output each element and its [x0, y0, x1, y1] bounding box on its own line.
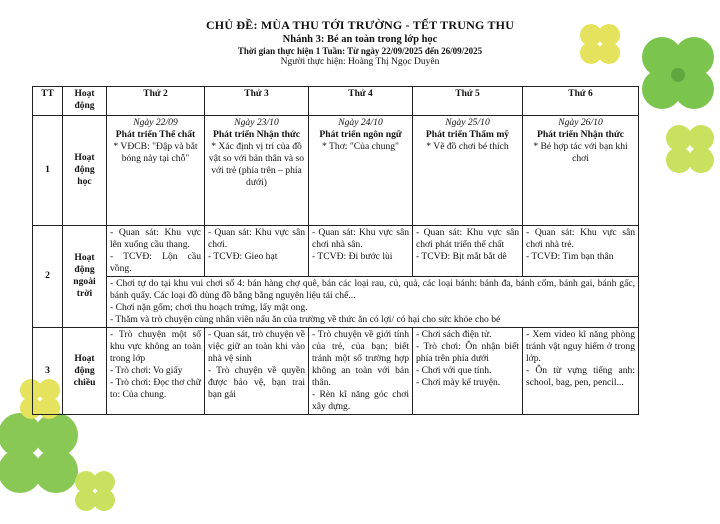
cell-line: - Trò chơi: Ôn nhận biết phía trên phía dưới: [416, 340, 519, 364]
cell-line: - Quan sát: Khu vực sân chơi nhà sân.: [312, 226, 409, 250]
afternoon-cell: [413, 327, 523, 414]
table-header-row: [33, 87, 639, 116]
lesson-text: * Vẽ đồ chơi bé thích: [426, 140, 509, 152]
lesson-area: Phát triển Thể chất: [115, 128, 196, 140]
cell-line: - Thăm và trò chuyện cùng nhân viên nấu ăn của trường về thức ăn có lợi/ có hại cho sức khỏe cho bé: [110, 313, 501, 325]
col-day-header: Thứ 6: [523, 87, 639, 116]
outdoor-cell: [107, 225, 205, 276]
col-day-header: Thứ 3: [205, 87, 309, 116]
lesson-date: Ngày 22/09: [133, 116, 178, 128]
table-row: [33, 327, 639, 414]
row-number: 2: [33, 225, 63, 327]
lesson-cell: [107, 115, 205, 225]
theme-title: CHỦ ĐỀ: MÙA THU TỚI TRƯỜNG - TẾT TRUNG THU: [205, 18, 515, 32]
cell-line: - TCVĐ: Đi bước lùi: [312, 250, 393, 262]
time-period: Thời gian thực hiện 1 Tuần: Từ ngày 22/09/2025 đến 26/09/2025: [237, 46, 483, 57]
afternoon-cell: [523, 327, 639, 414]
cell-line: - Quan sát: Khu vực lên xuống cầu thang.: [110, 226, 201, 250]
cell-line: - Quan sát: Khu vực sân chơi nhà trẻ.: [526, 226, 635, 250]
table-row: [33, 115, 639, 225]
activity-label: Hoạt động chiều: [63, 327, 107, 414]
lesson-text: * VĐCB: "Đập và bắt bóng nảy tại chỗ": [113, 140, 198, 164]
lesson-cell: [309, 115, 413, 225]
cell-line: - Quan sát: Khu vực sân chơi phát triển thể chất: [416, 226, 519, 250]
lesson-date: Ngày 26/10: [558, 116, 603, 128]
col-activity-header: Hoạt động: [63, 87, 107, 116]
cell-line: - Trò chuyện về giới tính của trẻ, của bạn; biết tránh một số trường hợp không an toàn với bản thân.: [312, 328, 409, 388]
cell-line: - Trò chuyện một số khu vực không an toàn trong lớp: [110, 328, 201, 364]
outdoor-cell: [205, 225, 309, 276]
activity-label: Hoạt động học: [63, 115, 107, 225]
col-day-header: Thứ 2: [107, 87, 205, 116]
cell-line: - TCVĐ: Tìm bạn thân: [526, 250, 614, 262]
cell-line: - Chơi nặn gốm; chơi thu hoạch trứng, lấy mật ong.: [110, 301, 308, 313]
cell-line: - TCVĐ: Lộn cầu vồng.: [110, 250, 201, 274]
outdoor-cell: [523, 225, 639, 276]
cell-line: - Quan sát, trò chuyện về việc giữ an toàn khi vào nhà vệ sinh: [208, 328, 305, 364]
cell-line: - Chơi với que tính.: [416, 364, 492, 376]
cell-line: - Trò chuyện về quyền được bảo vệ, bạn trai bạn gái: [208, 364, 305, 400]
col-tt-header: TT: [33, 87, 63, 116]
lesson-text: * Thơ: "Của chung": [322, 140, 399, 152]
outdoor-cell: [309, 225, 413, 276]
lesson-area: Phát triển Thẩm mỹ: [425, 128, 510, 140]
cell-line: - Rèn kĩ năng góc chơi xây dựng.: [312, 388, 409, 412]
afternoon-cell: [309, 327, 413, 414]
lesson-area: Phát triển Nhận thức: [212, 128, 301, 140]
cell-line: - Xem video kĩ năng phòng tránh vật nguy hiểm ở trong lớp.: [526, 328, 635, 364]
document-header: [0, 18, 720, 69]
branch-title: Nhánh 3: Bé an toàn trong lớp học: [282, 34, 438, 45]
outdoor-cell: [413, 225, 523, 276]
cell-line: - Trò chơi: Đọc thơ chữ to: Của chung.: [110, 376, 201, 400]
col-day-header: Thứ 4: [309, 87, 413, 116]
lesson-cell: [205, 115, 309, 225]
lesson-date: Ngày 25/10: [445, 116, 490, 128]
lesson-area: Phát triển ngôn ngữ: [319, 128, 402, 140]
weekly-plan-table: [32, 86, 639, 415]
lesson-area: Phát triển Nhận thức: [536, 128, 625, 140]
table-row: [33, 276, 639, 327]
teacher-name: Người thực hiện: Hoàng Thị Ngọc Duyên: [280, 57, 440, 68]
table-row: [33, 225, 639, 276]
cell-line: - Quan sát: Khu vực sân chơi.: [208, 226, 305, 250]
cell-line: - Chơi mày kể truyện.: [416, 376, 501, 388]
lesson-date: Ngày 24/10: [338, 116, 383, 128]
cell-line: - Chơi tự do tại khu vui chơi số 4: bán hàng chợ quê, bán các loại rau, củ, quả, các loại bánh: bánh đa, bánh cốm, bánh gai, bánh gấc, bánh quẩy. Các loại đồ dùng đồ bằng bằng nguyên liệu tái chế...: [110, 277, 635, 301]
cell-line: - Chơi sách điện tử.: [416, 328, 492, 340]
cell-line: - TCVĐ: Bịt mắt bắt dê: [416, 250, 507, 262]
cell-line: - TCVĐ: Gieo hạt: [208, 250, 278, 262]
outdoor-shared-cell: [107, 276, 639, 327]
afternoon-cell: [205, 327, 309, 414]
row-number: 3: [33, 327, 63, 414]
lesson-cell: [413, 115, 523, 225]
row-number: 1: [33, 115, 63, 225]
afternoon-cell: [107, 327, 205, 414]
activity-label: Hoạt động ngoài trời: [63, 225, 107, 327]
cell-line: - Ôn từ vựng tiếng anh: school, bag, pen, pencil...: [526, 364, 635, 388]
col-day-header: Thứ 5: [413, 87, 523, 116]
lesson-text: * Bé hợp tác với bạn khi chơi: [533, 140, 628, 164]
lesson-date: Ngày 23/10: [234, 116, 279, 128]
lesson-cell: [523, 115, 639, 225]
lesson-text: * Xác định vị trí của đồ vật so với bản thân và so với trẻ (phía trên – phía dưới): [208, 140, 305, 188]
cell-line: - Trò chơi: Vo giấy: [110, 364, 183, 376]
